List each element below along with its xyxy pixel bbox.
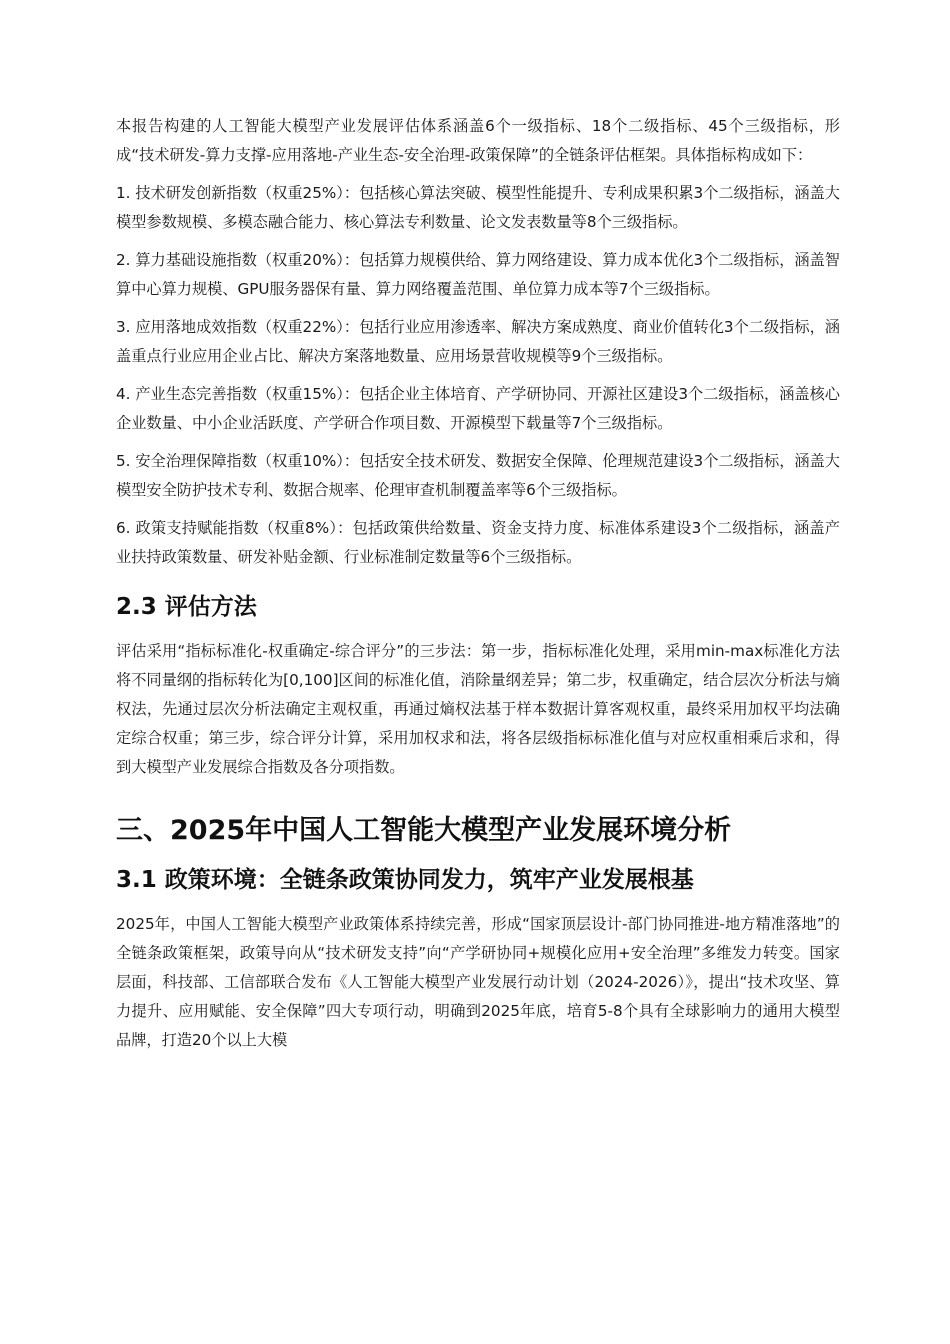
section-heading-evaluation-method: 2.3 评估方法: [116, 594, 257, 620]
section-heading-policy-environment: 3.1 政策环境：全链条政策协同发力，筑牢产业发展根基: [116, 867, 694, 893]
indicator-item-1: 1. 技术研发创新指数（权重25%）：包括核心算法突破、模型性能提升、专利成果积累3个二级指标，涵盖大模型参数规模、多模态融合能力、核心算法专利数量、论文发表数量等8个三级指标。: [116, 184, 840, 231]
indicator-item-4: 4. 产业生态完善指数（权重15%）：包括企业主体培育、产学研协同、开源社区建设3个二级指标，涵盖核心企业数量、中小企业活跃度、产学研合作项目数、开源模型下载量等7个三级指标。: [116, 385, 840, 432]
indicator-system-intro: 本报告构建的人工智能大模型产业发展评估体系涵盖6个一级指标、18个二级指标、45个三级指标，形成“技术研发-算力支撑-应用落地-产业生态-安全治理-政策保障”的全链条评估框架。具体指标构成如下：: [116, 117, 840, 164]
indicator-item-6: 6. 政策支持赋能指数（权重8%）：包括政策供给数量、资金支持力度、标准体系建设3个二级指标，涵盖产业扶持政策数量、研发补贴金额、行业标准制定数量等6个三级指标。: [116, 519, 840, 566]
indicator-item-3: 3. 应用落地成效指数（权重22%）：包括行业应用渗透率、解决方案成熟度、商业价值转化3个二级指标，涵盖重点行业应用企业占比、解决方案落地数量、应用场景营收规模等9个三级指标。: [116, 318, 840, 365]
evaluation-method-body: 评估采用“指标标准化-权重确定-综合评分”的三步法：第一步，指标标准化处理，采用min-max标准化方法将不同量纲的指标转化为[0,100]区间的标准化值，消除量纲差异；第二步，权重确定，结合层次分析法与熵权法，先通过层次分析法确定主观权重，再通过熵权法基于样本数据计算客观权重，最终采用加权平均法确定综合权重；第三步，综合评分计算，采用加权求和法，将各层级指标标准化值与对应权重相乘后求和，得到大模型产业发展综合指数及各分项指数。: [116, 642, 840, 776]
policy-environment-body: 2025年，中国人工智能大模型产业政策体系持续完善，形成“国家顶层设计-部门协同推进-地方精准落地”的全链条政策框架，政策导向从“技术研发支持”向“产学研协同+规模化应用+安全治理”多维发力转变。国家层面，科技部、工信部联合发布《人工智能大模型产业发展行动计划（2024-2026）》，提出“技术攻坚、算力提升、应用赋能、安全保障”四大专项行动，明确到2025年底，培育5-8个具有全球影响力的通用大模型品牌，打造20个以上大模: [116, 915, 840, 1049]
chapter-heading-environment-analysis: 三、2025年中国人工智能大模型产业发展环境分析: [116, 815, 732, 846]
indicator-item-5: 5. 安全治理保障指数（权重10%）：包括安全技术研发、数据安全保障、伦理规范建设3个二级指标，涵盖大模型安全防护技术专利、数据合规率、伦理审查机制覆盖率等6个三级指标。: [116, 452, 840, 499]
indicator-item-2: 2. 算力基础设施指数（权重20%）：包括算力规模供给、算力网络建设、算力成本优化3个二级指标，涵盖智算中心算力规模、GPU服务器保有量、算力网络覆盖范围、单位算力成本等7个三级指标。: [116, 251, 840, 298]
document-page: [116, 112, 840, 1064]
